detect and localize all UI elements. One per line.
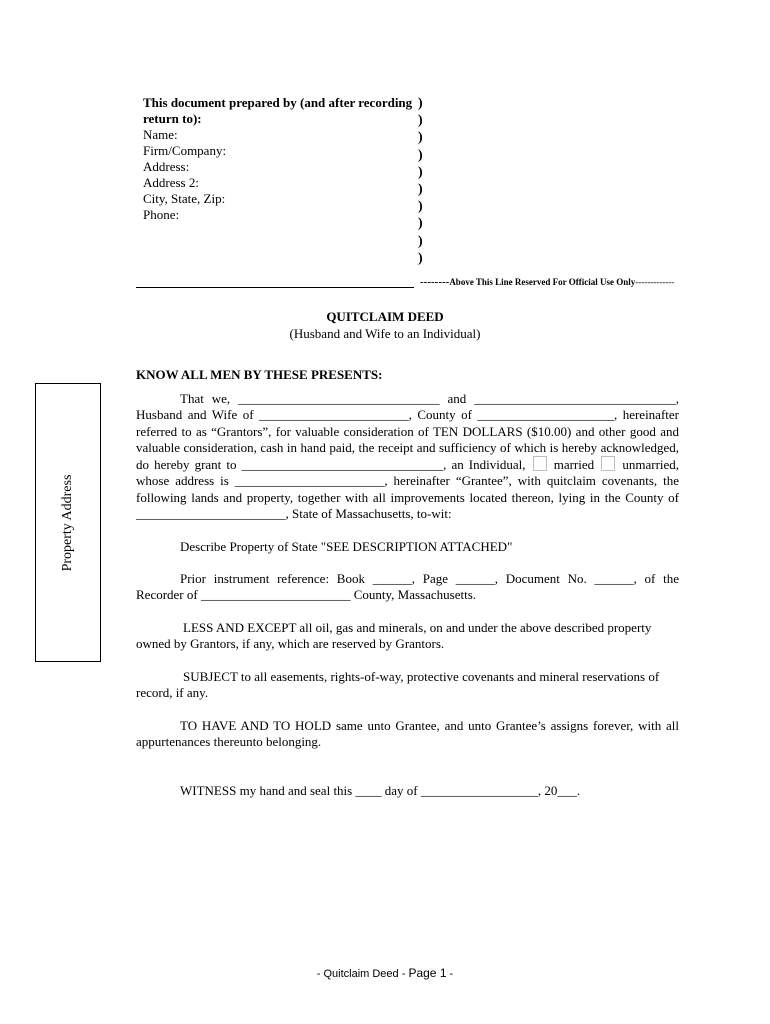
know-all-heading: KNOW ALL MEN BY THESE PRESENTS: [136, 367, 383, 382]
paren: ) [418, 233, 423, 249]
prepared-by-heading-line2: return to): [143, 111, 202, 126]
field-firm-label: Firm/Company: [143, 143, 227, 158]
married-checkbox[interactable] [601, 456, 615, 471]
paren: ) [418, 250, 423, 266]
paren: ) [418, 181, 423, 197]
field-city-state-zip-label: City, State, Zip: [143, 191, 226, 206]
footer-suffix: - [446, 968, 454, 980]
prior-instrument-text: Prior instrument reference: Book ______, Page ______, Document No. ______, of the Recorder of _______________________ County, Massachusetts. [136, 571, 679, 603]
paren: ) [418, 164, 423, 180]
footer-page-number: Page 1 [408, 966, 447, 980]
habendum-text: TO HAVE AND TO HOLD same unto Grantee, and unto Grantee’s assigns forever, with all appurtenances thereunto belonging. [136, 718, 679, 750]
paren: ) [418, 216, 423, 232]
recording-divider-line [136, 287, 414, 288]
description-paragraph [136, 539, 679, 555]
prepared-by-heading-line1: This document prepared by (and after recording [143, 95, 413, 110]
grant-paragraph [136, 391, 679, 522]
property-address-label: Property Address [60, 474, 75, 571]
witness-text: WITNESS my hand and seal this ____ day of __________________, 20___. [180, 783, 581, 798]
footer-text: - Quitclaim Deed - [316, 968, 409, 980]
less-except-paragraph [136, 620, 679, 653]
prepared-by-block [143, 95, 413, 223]
paren: ) [418, 96, 423, 111]
less-except-text: LESS AND EXCEPT all oil, gas and minerals, on and under the above described property owned by Grantors, if any, which are reserved by Grantors. [136, 620, 652, 652]
married-label: married [553, 457, 595, 473]
official-use-notice [420, 276, 674, 288]
description-text: Describe Property of State "SEE DESCRIPTION ATTACHED" [180, 539, 513, 554]
grant-text-part1: That we, _______________________________ and _______________________________, Husband and Wife of _______________________, County of _____________________, hereinafter referred to as “Grantors”, for valuable consideration of TEN DOLLARS ($10.00) and other good and valuable consideration, cash in hand paid, the receipt and sufficiency of which is hereby acknowledged, do hereby grant to _______________________________, an Individual, [136, 391, 679, 473]
document-title: QUITCLAIM DEED [326, 309, 444, 324]
individual-checkbox[interactable] [533, 456, 547, 471]
subject-paragraph [136, 669, 679, 702]
paren: ) [418, 130, 423, 146]
paren: ) [418, 147, 423, 163]
field-phone-label: Phone: [143, 207, 180, 222]
official-use-text: Above This Line Reserved For Official Use Only [449, 277, 636, 287]
official-dashes-right: ------------- [635, 277, 675, 287]
document-subtitle: (Husband and Wife to an Individual) [289, 326, 481, 341]
page-footer [0, 966, 770, 980]
paren: ) [418, 113, 423, 129]
official-dashes-left: -------- [420, 276, 450, 288]
grant-text-part2: unmarried, whose address is _______________________, hereinafter “Grantee”, with quitclaim covenants, the following lands and property, together with all improvements located thereon, lying in the County of _______________________, State of Massachusetts, to-wit: [136, 457, 680, 522]
field-address-label: Address: [143, 159, 190, 174]
habendum-paragraph [136, 718, 679, 751]
prior-instrument-paragraph [136, 571, 679, 604]
witness-paragraph [136, 783, 679, 799]
parenthesis-column [418, 95, 430, 267]
property-address-box [35, 383, 101, 662]
field-name-label: Name: [143, 127, 178, 142]
field-address2-label: Address 2: [143, 175, 199, 190]
subject-text: SUBJECT to all easements, rights-of-way, protective covenants and mineral reservations of record, if any. [136, 669, 660, 701]
paren: ) [418, 199, 423, 215]
